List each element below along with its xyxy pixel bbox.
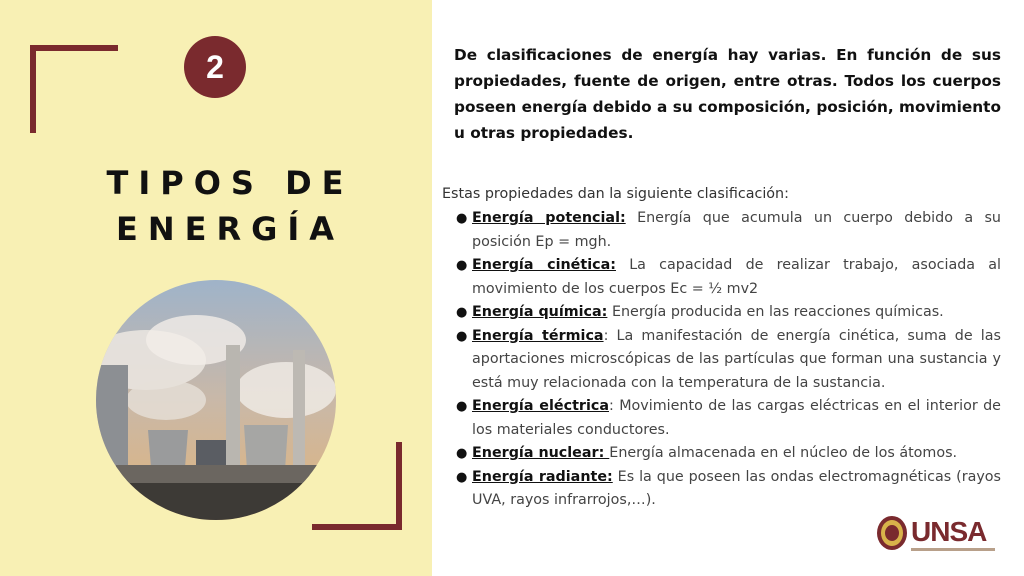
- energy-types-list: [456, 207, 1002, 513]
- bullet-icon: ●: [456, 446, 468, 461]
- description: Energía producida en las reacciones químicas.: [607, 304, 944, 320]
- logo-subtitle-line: [911, 548, 995, 551]
- term: Energía térmica: [472, 327, 604, 344]
- term: Energía potencial:: [472, 210, 626, 226]
- intro-block: [454, 42, 1001, 146]
- list-item: [456, 325, 1001, 396]
- title-line-1: TIPOS DE: [106, 164, 354, 202]
- logo-text: UNSA: [911, 516, 987, 547]
- bullet-icon: ●: [456, 258, 468, 273]
- power-plant-photo: [96, 280, 336, 520]
- corner-frame-bottom-right-vertical: [396, 442, 402, 530]
- bullet-icon: ●: [456, 399, 468, 414]
- list-item: [456, 301, 1001, 325]
- list-item: [456, 395, 1001, 442]
- term: Energía química:: [472, 304, 608, 320]
- description: Energía almacenada en el núcleo de los átomos.: [609, 445, 958, 461]
- term: Energía cinética:: [472, 257, 616, 273]
- list-item: [456, 466, 1002, 513]
- term: Energía radiante:: [472, 468, 613, 485]
- list-item: [456, 254, 1001, 301]
- corner-frame-top-left-vertical: [30, 45, 36, 133]
- corner-frame-top-left: [30, 45, 118, 51]
- description: La capacidad de realizar trabajo, asociada al movimiento de los cuerpos Ec = ½ mv2: [472, 257, 1001, 297]
- university-seal-icon: [876, 514, 910, 552]
- unsa-logo: [876, 514, 996, 562]
- bullet-icon: ●: [456, 328, 468, 344]
- corner-frame-bottom-right: [312, 524, 402, 530]
- slide-number-badge: 2: [184, 36, 246, 98]
- title-line-2: ENERGÍA: [115, 210, 345, 248]
- description: Es la que poseen las ondas electromagnéticas (rayos UVA, rayos infrarrojos,…).: [472, 468, 1002, 508]
- description: : Movimiento de las cargas eléctricas en el interior de los materiales conductores.: [472, 398, 1001, 438]
- list-item: [456, 207, 1001, 254]
- description: : La manifestación de energía cinética, suma de las aportaciones microscópicas de las partículas que forman una sustancia y está muy relacionada con la temperatura de la sustancia.: [472, 327, 1001, 391]
- bullet-icon: ●: [456, 305, 468, 320]
- intro-paragraph: De clasificaciones de energía hay varias. En función de sus propiedades, fuente de origen, entre otras. Todos los cuerpos poseen energía debido a su composición, posición, movimiento u otras propiedades.: [454, 46, 1001, 142]
- slide-title: [80, 160, 380, 252]
- bullet-icon: ●: [456, 469, 468, 485]
- term: Energía eléctrica: [472, 398, 609, 414]
- list-item: [456, 442, 1001, 466]
- bullet-icon: ●: [456, 211, 468, 226]
- term: Energía nuclear:: [472, 445, 610, 461]
- classification-lead: Estas propiedades dan la siguiente clasificación:: [442, 186, 789, 202]
- description: Energía que acumula un cuerpo debido a su posición Ep = mgh.: [472, 210, 1001, 250]
